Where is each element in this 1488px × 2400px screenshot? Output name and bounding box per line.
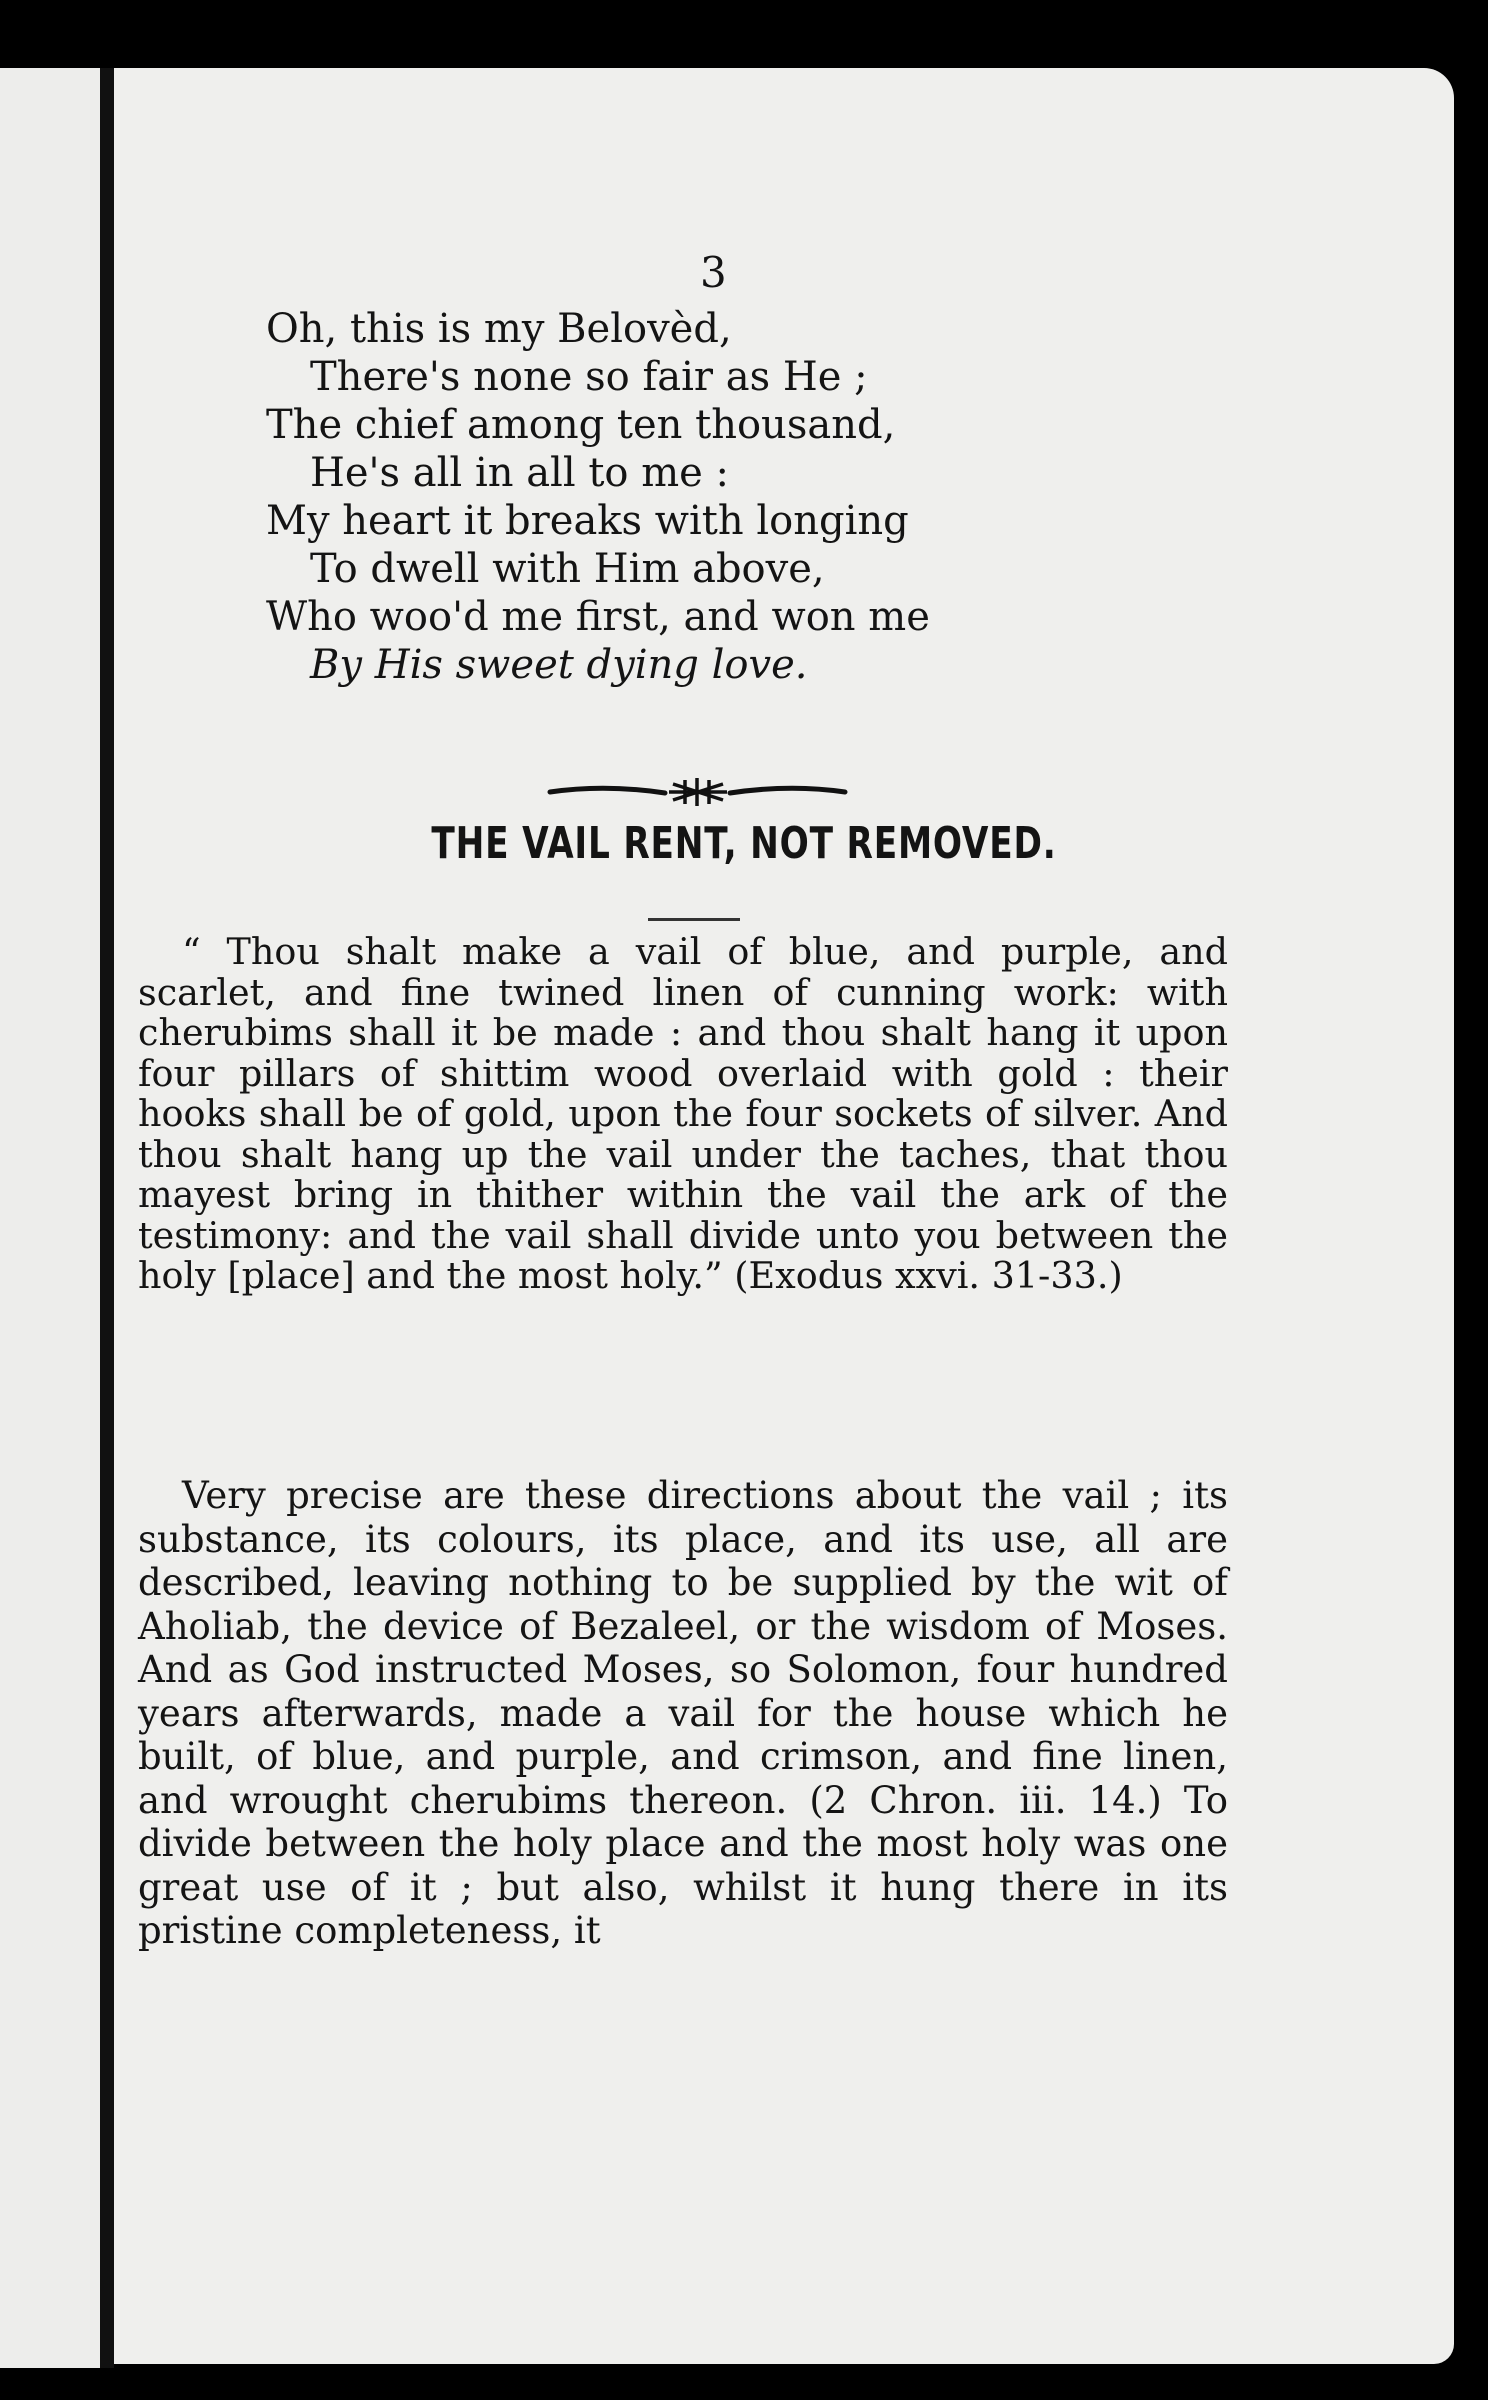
book-gutter: [100, 68, 114, 2368]
quote-paragraph: “ Thou shalt make a vail of blue, and purple, and scarlet, and fine twined linen of cunning work: with cherubims shall it be made : and thou shalt hang it upon four pillars of shittim wood overlaid with gold : their hooks shall be of gold, upon the four sockets of silver. And thou shalt hang up the vail under the taches, that thou mayest bring in thither within the vail the ark of the testimony: and the vail shall divide unto you between the holy [place] and the most holy.” (Exodus xxvi. 31-33.): [138, 930, 1228, 1297]
poem-line: By His sweet dying love.: [310, 642, 808, 688]
facing-page-edge: [0, 68, 100, 2368]
scripture-quote: [138, 932, 1228, 1297]
ornament-divider-icon: [545, 772, 850, 812]
poem-stanza: [266, 305, 930, 689]
poem-line: To dwell with Him above,: [310, 546, 825, 592]
poem-line: My heart it breaks with longing: [266, 498, 909, 544]
poem-line: The chief among ten thousand,: [266, 402, 896, 448]
poem-line: Oh, this is my Belovèd,: [266, 306, 732, 352]
poem-line: He's all in all to me :: [310, 450, 730, 496]
body-text: [138, 1474, 1228, 1953]
poem-line: Who woo'd me first, and won me: [266, 594, 930, 640]
page-number: 3: [700, 248, 727, 297]
title-underline: [648, 918, 740, 921]
section-title: THE VAIL RENT, NOT REMOVED.: [431, 818, 1057, 869]
body-paragraph: Very precise are these directions about the vail ; its substance, its colours, its place, and its use, all are described, leaving nothing to be supplied by the wit of Aholiab, the device of Bezaleel, or the wisdom of Moses. And as God instructed Moses, so Solomon, four hundred years afterwards, made a vail for the house which he built, of blue, and purple, and crimson, and fine linen, and wrought cherubims thereon. (2 Chron. iii. 14.) To divide between the holy place and the most holy was one great use of it ; but also, whilst it hung there in its pristine completeness, it: [138, 1474, 1228, 1952]
poem-line: There's none so fair as He ;: [310, 354, 868, 400]
